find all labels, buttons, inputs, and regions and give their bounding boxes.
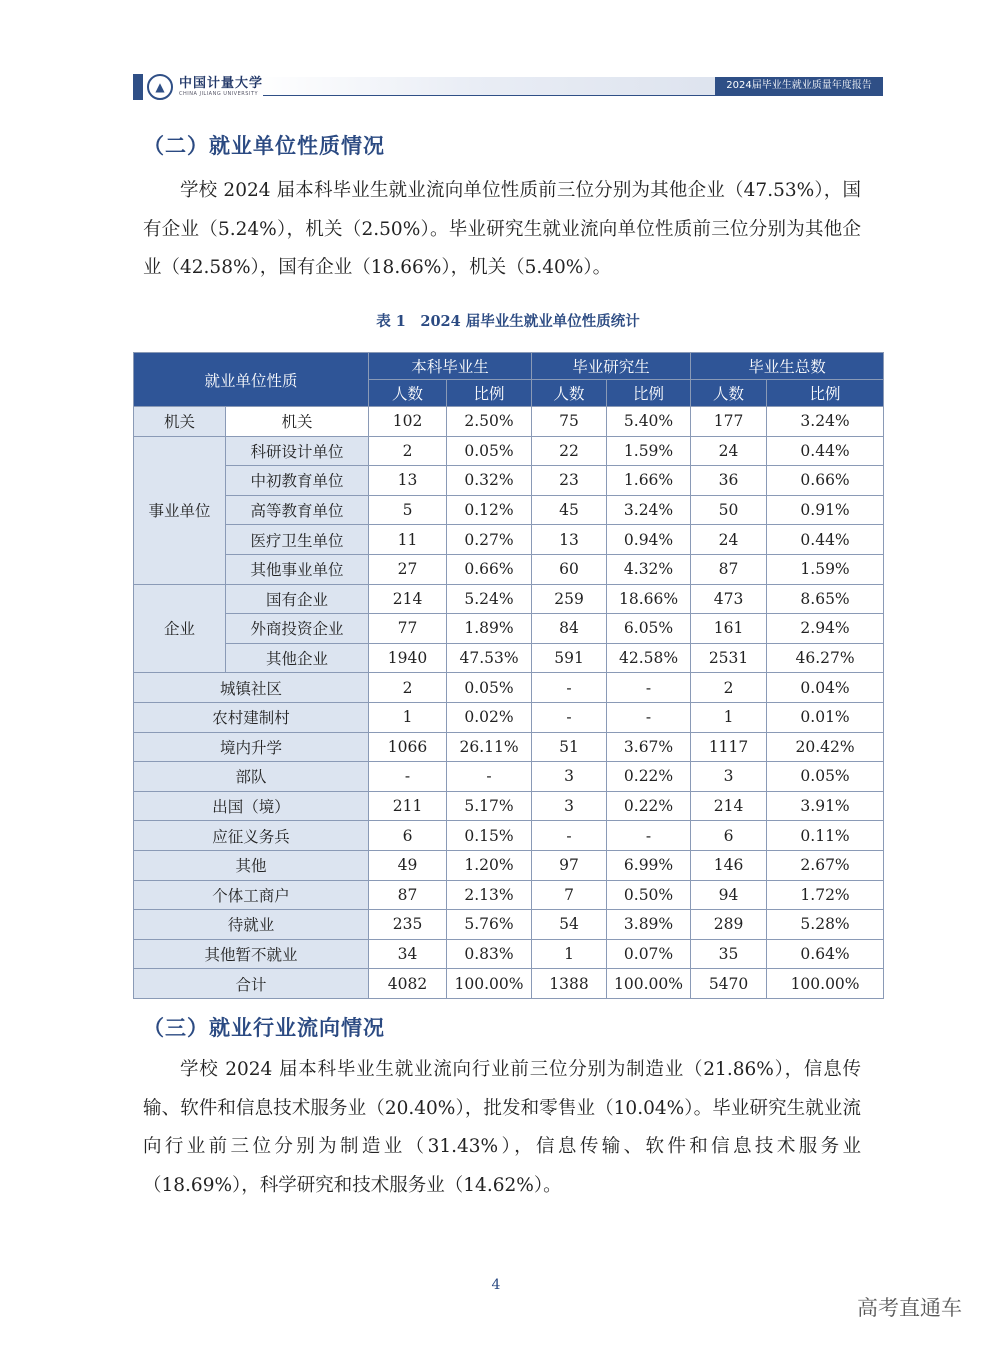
table-row bbox=[134, 910, 884, 940]
table-row bbox=[134, 525, 884, 555]
total-ratio: 2.94% bbox=[767, 614, 884, 644]
grad-ratio: 18.66% bbox=[607, 584, 691, 614]
undergrad-ratio: 0.83% bbox=[447, 939, 532, 969]
undergrad-count: 27 bbox=[369, 554, 447, 584]
section2-paragraph: 学校 2024 届本科毕业生就业流向单位性质前三位分别为其他企业（47.53%），国有企业（5.24%），机关（2.50%）。毕业研究生就业流向单位性质前三位分别为其他企业（42.58%），国有企业（18.66%），机关（5.40%）。 bbox=[143, 180, 861, 278]
grad-ratio: 3.89% bbox=[607, 910, 691, 940]
row-label: 其他事业单位 bbox=[226, 554, 369, 584]
row-label: 科研设计单位 bbox=[226, 436, 369, 466]
grad-ratio: - bbox=[607, 821, 691, 851]
undergrad-count: 102 bbox=[369, 407, 447, 437]
total-ratio: 100.00% bbox=[767, 969, 884, 999]
grad-count: 54 bbox=[532, 910, 607, 940]
undergrad-count: 1940 bbox=[369, 643, 447, 673]
row-label: 高等教育单位 bbox=[226, 495, 369, 525]
undergrad-ratio: 1.89% bbox=[447, 614, 532, 644]
row-label: 应征义务兵 bbox=[134, 821, 369, 851]
table-row bbox=[134, 821, 884, 851]
total-count: 214 bbox=[691, 791, 767, 821]
report-title: 2024届毕业生就业质量年度报告 bbox=[715, 77, 883, 95]
total-count: 6 bbox=[691, 821, 767, 851]
total-count: 36 bbox=[691, 466, 767, 496]
grad-count: 1 bbox=[532, 939, 607, 969]
grad-count: - bbox=[532, 821, 607, 851]
undergrad-count: 87 bbox=[369, 880, 447, 910]
watermark: 高考直通车 bbox=[857, 1296, 962, 1320]
row-label: 个体工商户 bbox=[134, 880, 369, 910]
undergrad-ratio: 5.76% bbox=[447, 910, 532, 940]
total-ratio: 0.04% bbox=[767, 673, 884, 703]
header-ratio: 比例 bbox=[607, 380, 691, 407]
undergrad-ratio: 0.05% bbox=[447, 673, 532, 703]
total-ratio: 1.72% bbox=[767, 880, 884, 910]
total-count: 161 bbox=[691, 614, 767, 644]
grad-count: 22 bbox=[532, 436, 607, 466]
header-graduate: 毕业研究生 bbox=[532, 353, 691, 380]
grad-ratio: 5.40% bbox=[607, 407, 691, 437]
table-row bbox=[134, 732, 884, 762]
table-row bbox=[134, 673, 884, 703]
undergrad-ratio: 0.27% bbox=[447, 525, 532, 555]
undergrad-ratio: 0.15% bbox=[447, 821, 532, 851]
table-row bbox=[134, 850, 884, 880]
grad-ratio: 6.99% bbox=[607, 850, 691, 880]
undergrad-ratio: 0.02% bbox=[447, 702, 532, 732]
table-row bbox=[134, 407, 884, 437]
page-number: 4 bbox=[491, 1277, 501, 1293]
page-header bbox=[133, 70, 883, 104]
header-rule bbox=[263, 95, 883, 96]
row-label: 合计 bbox=[134, 969, 369, 999]
grad-ratio: 0.22% bbox=[607, 791, 691, 821]
total-count: 5470 bbox=[691, 969, 767, 999]
total-count: 2531 bbox=[691, 643, 767, 673]
undergrad-count: 34 bbox=[369, 939, 447, 969]
grad-count: 7 bbox=[532, 880, 607, 910]
logo-bar bbox=[133, 74, 143, 100]
row-label: 外商投资企业 bbox=[226, 614, 369, 644]
total-count: 2 bbox=[691, 673, 767, 703]
grad-ratio: - bbox=[607, 673, 691, 703]
total-count: 35 bbox=[691, 939, 767, 969]
logo-text bbox=[179, 77, 263, 97]
total-count: 146 bbox=[691, 850, 767, 880]
row-label: 境内升学 bbox=[134, 732, 369, 762]
total-ratio: 2.67% bbox=[767, 850, 884, 880]
undergrad-count: 214 bbox=[369, 584, 447, 614]
grad-ratio: 3.67% bbox=[607, 732, 691, 762]
grad-ratio: 4.32% bbox=[607, 554, 691, 584]
grad-ratio: 0.07% bbox=[607, 939, 691, 969]
total-count: 24 bbox=[691, 436, 767, 466]
table-row bbox=[134, 762, 884, 792]
header-count: 人数 bbox=[532, 380, 607, 407]
undergrad-ratio: 100.00% bbox=[447, 969, 532, 999]
grad-count: 84 bbox=[532, 614, 607, 644]
grad-count: 97 bbox=[532, 850, 607, 880]
grad-count: 591 bbox=[532, 643, 607, 673]
grad-ratio: - bbox=[607, 702, 691, 732]
header-total: 毕业生总数 bbox=[691, 353, 884, 380]
total-count: 87 bbox=[691, 554, 767, 584]
header-ratio: 比例 bbox=[447, 380, 532, 407]
total-ratio: 0.44% bbox=[767, 436, 884, 466]
row-label: 机关 bbox=[226, 407, 369, 437]
row-label: 农村建制村 bbox=[134, 702, 369, 732]
section-title-industry-flow: （三）就业行业流向情况 bbox=[143, 1016, 385, 1040]
grad-ratio: 6.05% bbox=[607, 614, 691, 644]
undergrad-ratio: 0.12% bbox=[447, 495, 532, 525]
undergrad-ratio: - bbox=[447, 762, 532, 792]
undergrad-count: 2 bbox=[369, 436, 447, 466]
header-unit-nature: 就业单位性质 bbox=[134, 353, 369, 407]
undergrad-count: 77 bbox=[369, 614, 447, 644]
header-count: 人数 bbox=[691, 380, 767, 407]
total-ratio: 20.42% bbox=[767, 732, 884, 762]
category-cell: 企业 bbox=[134, 584, 226, 673]
total-ratio: 0.66% bbox=[767, 466, 884, 496]
undergrad-ratio: 5.24% bbox=[447, 584, 532, 614]
total-ratio: 0.44% bbox=[767, 525, 884, 555]
total-ratio: 46.27% bbox=[767, 643, 884, 673]
logo-name-en: CHINA JILIANG UNIVERSITY bbox=[179, 91, 258, 97]
row-label: 出国（境） bbox=[134, 791, 369, 821]
total-ratio: 0.11% bbox=[767, 821, 884, 851]
section3-paragraph: 学校 2024 届本科毕业生就业流向行业前三位分别为制造业（21.86%），信息传输、软件和信息技术服务业（20.40%），批发和零售业（10.04%）。毕业研究生就业流向行业前三位分别为制造业（31.43%），信息传输、软件和信息技术服务业（18.69%），科学研究和技术服务业（14.62%）。 bbox=[143, 1059, 861, 1196]
table-row bbox=[134, 791, 884, 821]
grad-count: - bbox=[532, 673, 607, 703]
row-label: 国有企业 bbox=[226, 584, 369, 614]
undergrad-count: 13 bbox=[369, 466, 447, 496]
grad-count: 23 bbox=[532, 466, 607, 496]
total-ratio: 3.24% bbox=[767, 407, 884, 437]
grad-ratio: 3.24% bbox=[607, 495, 691, 525]
undergrad-ratio: 0.05% bbox=[447, 436, 532, 466]
category-cell: 事业单位 bbox=[134, 436, 226, 584]
grad-count: 51 bbox=[532, 732, 607, 762]
header-undergrad: 本科毕业生 bbox=[369, 353, 532, 380]
table-caption: 表 1 2024 届毕业生就业单位性质统计 bbox=[376, 313, 640, 330]
grad-count: 259 bbox=[532, 584, 607, 614]
total-count: 289 bbox=[691, 910, 767, 940]
total-count: 50 bbox=[691, 495, 767, 525]
section-title-unit-nature: （二）就业单位性质情况 bbox=[143, 134, 385, 158]
undergrad-ratio: 5.17% bbox=[447, 791, 532, 821]
total-count: 1117 bbox=[691, 732, 767, 762]
row-label: 城镇社区 bbox=[134, 673, 369, 703]
undergrad-count: 1 bbox=[369, 702, 447, 732]
total-count: 94 bbox=[691, 880, 767, 910]
undergrad-count: 6 bbox=[369, 821, 447, 851]
grad-count: 1388 bbox=[532, 969, 607, 999]
total-ratio: 8.65% bbox=[767, 584, 884, 614]
grad-count: 60 bbox=[532, 554, 607, 584]
undergrad-ratio: 0.66% bbox=[447, 554, 532, 584]
total-ratio: 3.91% bbox=[767, 791, 884, 821]
grad-ratio: 42.58% bbox=[607, 643, 691, 673]
grad-count: 3 bbox=[532, 791, 607, 821]
total-ratio: 5.28% bbox=[767, 910, 884, 940]
undergrad-count: 11 bbox=[369, 525, 447, 555]
row-label: 其他 bbox=[134, 850, 369, 880]
grad-ratio: 1.66% bbox=[607, 466, 691, 496]
table-row bbox=[134, 614, 884, 644]
total-count: 24 bbox=[691, 525, 767, 555]
grad-ratio: 0.50% bbox=[607, 880, 691, 910]
undergrad-count: 49 bbox=[369, 850, 447, 880]
undergrad-count: 4082 bbox=[369, 969, 447, 999]
table-row bbox=[134, 643, 884, 673]
header-count: 人数 bbox=[369, 380, 447, 407]
total-ratio: 0.05% bbox=[767, 762, 884, 792]
table-total-row bbox=[134, 969, 884, 999]
total-count: 3 bbox=[691, 762, 767, 792]
undergrad-count: - bbox=[369, 762, 447, 792]
undergrad-ratio: 2.13% bbox=[447, 880, 532, 910]
grad-ratio: 0.22% bbox=[607, 762, 691, 792]
table-row bbox=[134, 584, 884, 614]
grad-ratio: 0.94% bbox=[607, 525, 691, 555]
undergrad-ratio: 26.11% bbox=[447, 732, 532, 762]
table-row bbox=[134, 939, 884, 969]
header-ratio: 比例 bbox=[767, 380, 884, 407]
row-label: 医疗卫生单位 bbox=[226, 525, 369, 555]
undergrad-ratio: 0.32% bbox=[447, 466, 532, 496]
university-seal-icon: ▲ bbox=[147, 74, 173, 100]
row-label: 其他暂不就业 bbox=[134, 939, 369, 969]
row-label: 待就业 bbox=[134, 910, 369, 940]
grad-count: - bbox=[532, 702, 607, 732]
total-count: 473 bbox=[691, 584, 767, 614]
total-ratio: 0.01% bbox=[767, 702, 884, 732]
university-logo bbox=[133, 70, 263, 104]
table-row bbox=[134, 436, 884, 466]
grad-ratio: 100.00% bbox=[607, 969, 691, 999]
undergrad-ratio: 1.20% bbox=[447, 850, 532, 880]
total-count: 1 bbox=[691, 702, 767, 732]
undergrad-count: 211 bbox=[369, 791, 447, 821]
logo-name-cn: 中国计量大学 bbox=[179, 76, 264, 91]
undergrad-count: 1066 bbox=[369, 732, 447, 762]
total-count: 177 bbox=[691, 407, 767, 437]
employment-nature-table bbox=[133, 352, 884, 999]
table-row bbox=[134, 466, 884, 496]
grad-count: 45 bbox=[532, 495, 607, 525]
table-row bbox=[134, 702, 884, 732]
undergrad-ratio: 2.50% bbox=[447, 407, 532, 437]
table-row bbox=[134, 495, 884, 525]
grad-count: 13 bbox=[532, 525, 607, 555]
undergrad-count: 5 bbox=[369, 495, 447, 525]
grad-count: 75 bbox=[532, 407, 607, 437]
category-cell: 机关 bbox=[134, 407, 226, 437]
total-ratio: 1.59% bbox=[767, 554, 884, 584]
table-row bbox=[134, 554, 884, 584]
row-label: 中初教育单位 bbox=[226, 466, 369, 496]
undergrad-count: 235 bbox=[369, 910, 447, 940]
grad-count: 3 bbox=[532, 762, 607, 792]
total-ratio: 0.91% bbox=[767, 495, 884, 525]
row-label: 部队 bbox=[134, 762, 369, 792]
undergrad-count: 2 bbox=[369, 673, 447, 703]
table-row bbox=[134, 880, 884, 910]
undergrad-ratio: 47.53% bbox=[447, 643, 532, 673]
grad-ratio: 1.59% bbox=[607, 436, 691, 466]
total-ratio: 0.64% bbox=[767, 939, 884, 969]
row-label: 其他企业 bbox=[226, 643, 369, 673]
